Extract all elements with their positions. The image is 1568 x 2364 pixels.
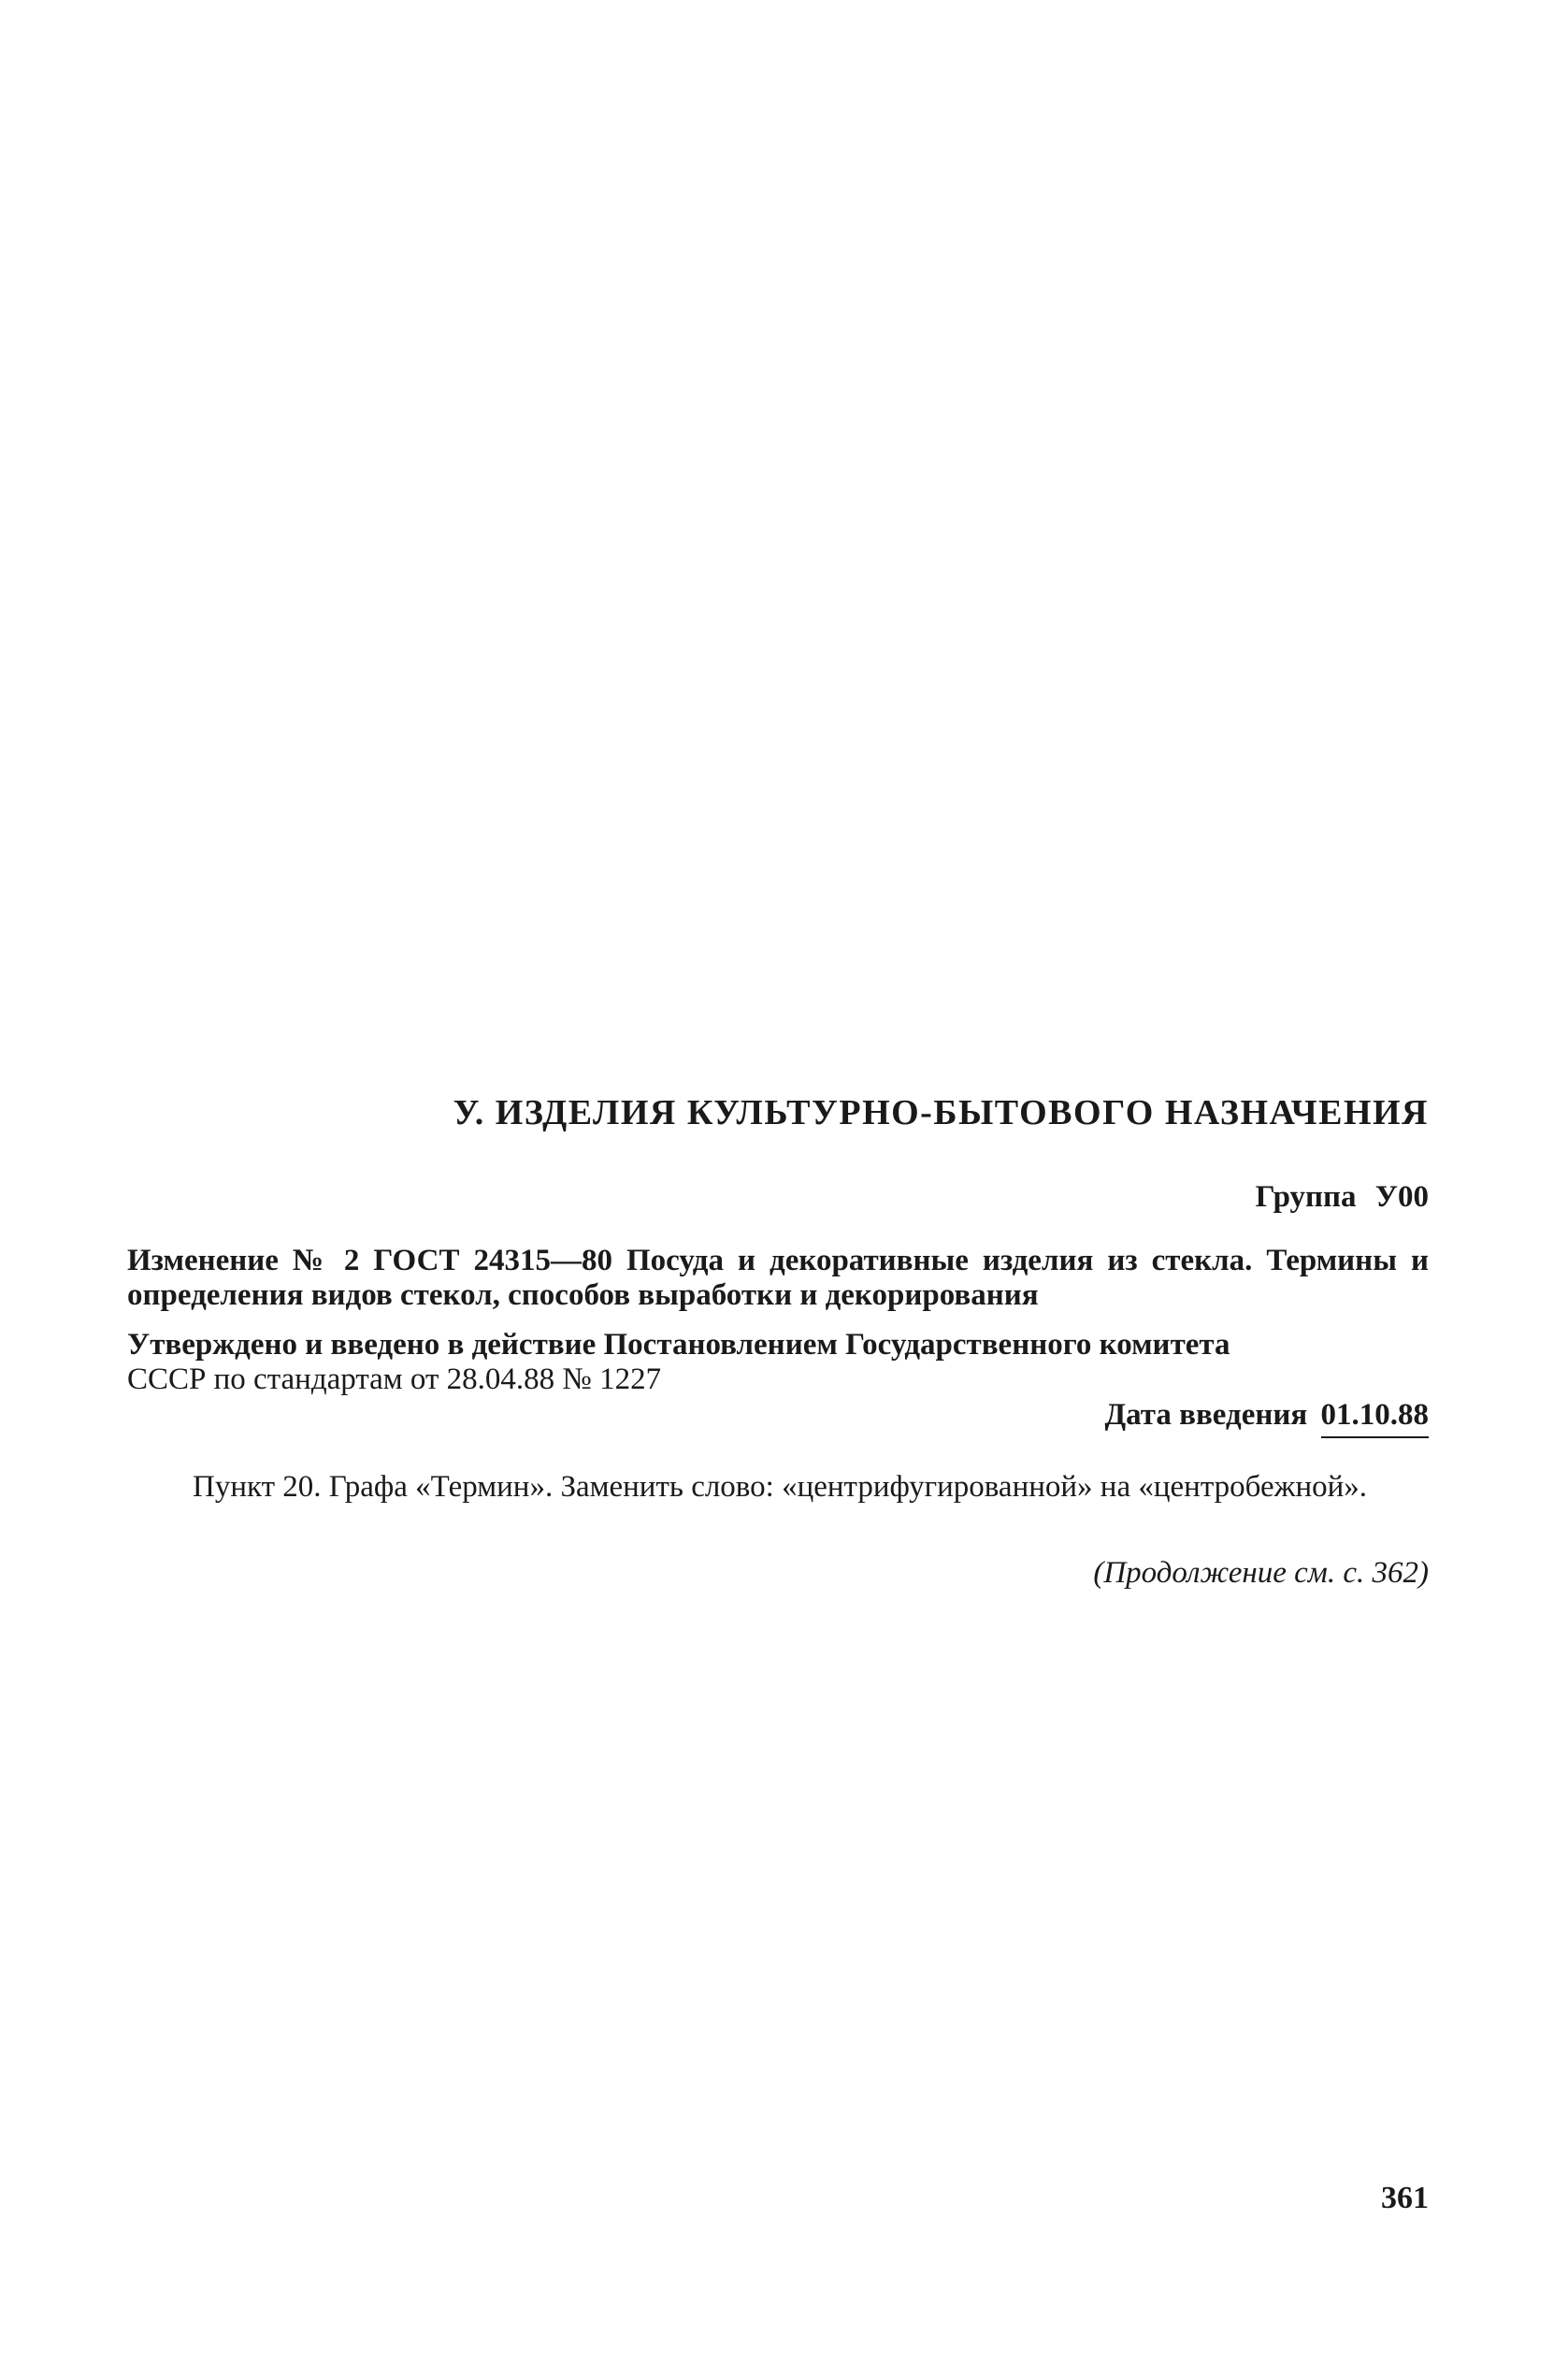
page-number: 361 xyxy=(1381,2181,1429,2215)
change-text: Изменение № 2 ГОСТ 24315—80 Посуда и декоративные изделия из стекла. Термины и определения видов стекол, способов выработки и декорирования xyxy=(127,1244,1429,1312)
approval-statement xyxy=(127,1328,1429,1397)
effective-date-value: 01.10.88 xyxy=(1321,1398,1430,1438)
amendment-point xyxy=(127,1470,1429,1505)
effective-date-label: Дата введения xyxy=(1104,1398,1308,1432)
amendment-point-text: Пункт 20. Графа «Термин». Заменить слово: «центрифугированной» на «центробежной». xyxy=(193,1470,1368,1504)
approval-line-2: СССР по стандартам от 28.04.88 № 1227 xyxy=(127,1362,662,1396)
group-code: Группа У00 xyxy=(1255,1180,1429,1214)
effective-date-line xyxy=(127,1398,1429,1438)
continuation-note: (Продолжение см. с. 362) xyxy=(1093,1556,1429,1590)
section-title: У. ИЗДЕЛИЯ КУЛЬТУРНО-БЫТОВОГО НАЗНАЧЕНИЯ xyxy=(453,1093,1429,1132)
approval-line-1: Утверждено и введено в действие Постановлением Государственного комитета xyxy=(127,1328,1230,1362)
change-description xyxy=(127,1244,1429,1313)
